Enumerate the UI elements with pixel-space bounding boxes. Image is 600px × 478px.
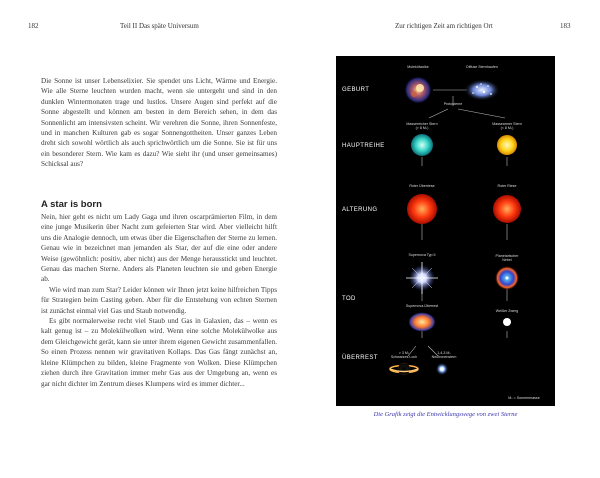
stellar-evolution-infographic bbox=[336, 56, 555, 406]
intro-paragraph: Die Sonne ist unser Lebenselixier. Sie spendet uns Licht, Wärme und Energie. Wie alle Sterne leuchten wurden macht, wenn sie untergeht und sind in den dunklen Wintermonaten trage und lustlos. Unsere Augen sind perfekt auf die Sonne abgestellt und können am besten in dem Bereich sehen, in dem das Sonnenlicht am intensivsten scheint. Wir verehren die Sonne, ihren Sonnenfeste, und in manchen Kulturen gab es sogar Sonnengottheiten. Unser ganzes Leben dreht sich sowohl wörtlich als auch sprichwörtlich um die Sonne. Sie ist für uns ein besonderer Stern. Wie kam es dazu? Wie sieht ihr (und unser gemeinsames) Schicksal aus? bbox=[41, 77, 277, 169]
planetary-nebula-image bbox=[495, 266, 519, 290]
stage-label-birth: GEBURT bbox=[342, 87, 370, 93]
label-molecular-cloud: Molekülwolke bbox=[407, 65, 429, 69]
black-hole-image bbox=[390, 363, 418, 375]
section-text bbox=[41, 212, 277, 389]
label-red-supergiant: Roter Überriese bbox=[409, 184, 435, 188]
infographic-caption: Die Grafik zeigt die Entwicklungswege von zwei Sterne bbox=[373, 411, 518, 418]
section-paragraph-2: Wie wird man zum Star? Leider können wir Ihnen jetzt keine hilfreichen Tipps für Strategien beim Casting geben. Aber für die Entstehung von echten Sternen ist zunächst einmal viel Gas und Staub notwendig. bbox=[41, 285, 277, 315]
section-paragraph-3: Es gibt normalerweise recht viel Staub und Gas in Galaxien, das – wenn es kalt genug ist – zu Molekülwolken wird. Wenn eine solche Molekülwolke aus dem Gleichgewicht gerät, kann sie unter ihrem eigenen Gewicht zusammenfallen. So einen Prozess nennen wir gravitativen Kollaps. Das Gas fängt zunächst an, kleine Klümpchen zu bilden, kleine Fragmente von Wolken. Diese Klümpchen ziehen durch ihre Gravitation immer mehr Gas aus der Umgebung an, wenn es gar nicht dichter im Zentrum dieses Klumpens wird es immer dichter... bbox=[41, 317, 277, 388]
molecular-cloud-image bbox=[404, 76, 432, 104]
supernova-image bbox=[406, 262, 438, 294]
intro-text bbox=[41, 76, 277, 170]
label-star-clusters: Diffuse Sternhaufen bbox=[466, 65, 498, 69]
stage-label-remnant: ÜBERREST bbox=[342, 355, 378, 361]
right-running-head: Zur richtigen Zeit am richtigen Ort bbox=[395, 22, 493, 30]
stage-label-death: TOD bbox=[342, 296, 356, 302]
label-supernova: Supernova Typ II bbox=[408, 253, 436, 257]
label-massive-star: Massereicher Stern (> 8 Mₛ) bbox=[406, 122, 438, 131]
section-paragraph-1: Nein, hier geht es nicht um Lady Gaga und ihren oscarprämierten Film, in dem eine junge Musikerin über Nacht zum gefeierten Star wird. Aber vielleicht hilft uns die Analogie dennoch, um etwas über die Eigenschaften der Sterne zu lernen. Genau wie in bezeichnet man jemanden als Star, der auf die eine oder andere Weise (gewöhnlich: positiv, aber nicht) aus der Menge herausstickt und leuchtet. Genau das machen Sterne. Anders als Planeten leuchten sie und geben Energie ab. bbox=[41, 213, 277, 284]
label-protostars: Protosterne bbox=[443, 102, 463, 106]
star-cluster-image bbox=[464, 79, 500, 101]
red-supergiant-image bbox=[407, 194, 437, 224]
supernova-remnant-image bbox=[408, 312, 436, 332]
white-dwarf-image bbox=[503, 318, 511, 326]
label-black-hole: > 3 Mₛ Schwarzes Loch bbox=[390, 351, 418, 360]
stage-label-main-sequence: HAUPTREIHE bbox=[342, 143, 385, 149]
low-mass-star-image bbox=[497, 135, 517, 155]
left-running-head: Teil II Das späte Universum bbox=[120, 22, 199, 30]
label-sun-mass-note: Mₛ = Sonnenmasse bbox=[508, 396, 540, 400]
label-red-giant: Roter Riese bbox=[497, 184, 517, 188]
neutron-star-image bbox=[436, 363, 448, 375]
red-giant-image bbox=[493, 195, 521, 223]
label-neutron-star: 1,4-3 Mₛ Neutronenstern bbox=[431, 351, 457, 360]
left-page-number: 182 bbox=[28, 22, 39, 30]
massive-star-image bbox=[411, 134, 433, 156]
right-page-number: 183 bbox=[560, 22, 571, 30]
label-planetary-nebula: Planetarischer Nebel bbox=[495, 254, 519, 263]
stage-label-aging: ALTERUNG bbox=[342, 207, 378, 213]
label-low-mass-star: Massearmer Stern (< 8 Mₛ) bbox=[492, 122, 522, 131]
section-title: A star is born bbox=[41, 199, 102, 210]
label-white-dwarf: Weißer Zwerg bbox=[495, 309, 519, 313]
label-supernova-remnant: Supernova-Überrest bbox=[405, 304, 439, 308]
